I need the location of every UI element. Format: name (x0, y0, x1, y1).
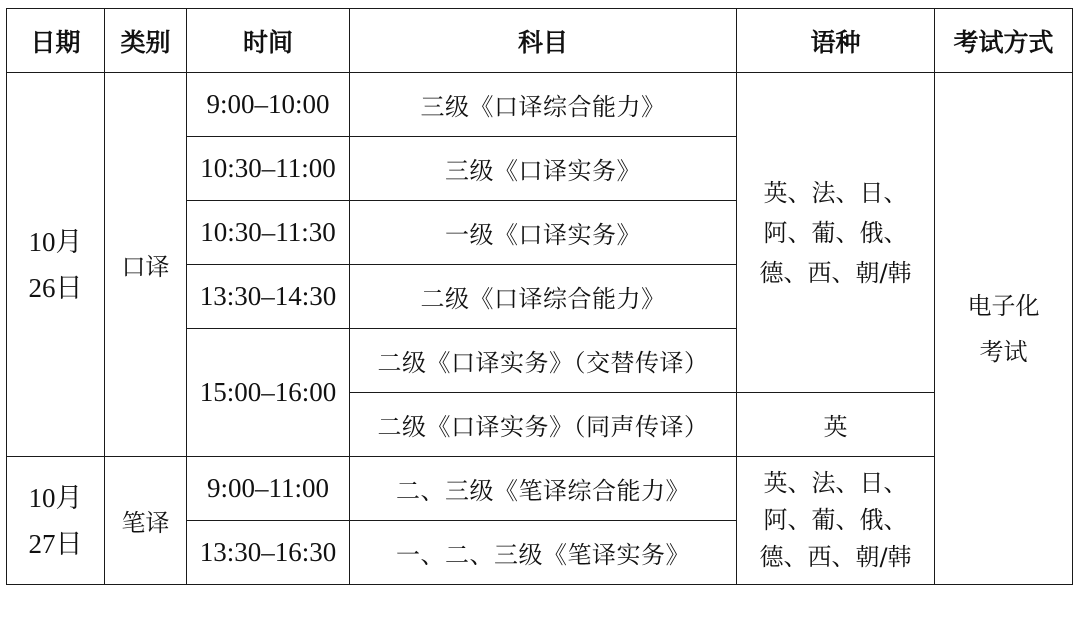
subject-cell: 二级《口译综合能力》 (350, 265, 737, 329)
written-languages-cell (737, 457, 935, 585)
time-cell: 15:00–16:00 (187, 329, 350, 457)
time-cell: 13:30–14:30 (187, 265, 350, 329)
written-languages-line-2: 阿、葡、俄、 (763, 506, 908, 534)
header-row (7, 9, 1073, 73)
table-row (7, 457, 1073, 521)
header-time: 时间 (187, 9, 350, 73)
mode-line-2: 考试 (979, 337, 1028, 366)
subject-cell: 一、二、三级《笔译实务》 (350, 521, 737, 585)
time-cell: 10:30–11:30 (187, 201, 350, 265)
oral-category-cell: 口译 (105, 73, 187, 457)
subject-cell: 三级《口译实务》 (350, 137, 737, 201)
mode-cell (935, 73, 1073, 585)
header-date: 日期 (7, 9, 105, 73)
subject-cell: 三级《口译综合能力》 (350, 73, 737, 137)
written-date-day: 27日 (28, 528, 83, 559)
header-language: 语种 (737, 9, 935, 73)
oral-date-day: 26日 (28, 272, 83, 303)
written-date-month: 10月 (28, 482, 83, 513)
oral-languages-line-2: 阿、葡、俄、 (763, 218, 908, 247)
written-category-cell: 笔译 (105, 457, 187, 585)
time-cell: 13:30–16:30 (187, 521, 350, 585)
subject-cell: 二、三级《笔译综合能力》 (350, 457, 737, 521)
simultaneous-language-cell: 英 (737, 393, 935, 457)
subject-cell: 一级《口译实务》 (350, 201, 737, 265)
written-languages-line-3: 德、西、朝/韩 (759, 543, 912, 571)
subject-cell: 二级《口译实务》（同声传译） (350, 393, 737, 457)
written-languages-line-1: 英、法、日、 (763, 469, 908, 497)
oral-languages-line-3: 德、西、朝/韩 (759, 258, 912, 287)
header-mode: 考试方式 (935, 9, 1073, 73)
written-date-cell (7, 457, 105, 585)
time-cell: 9:00–10:00 (187, 73, 350, 137)
subject-cell: 二级《口译实务》（交替传译） (350, 329, 737, 393)
table-row (7, 73, 1073, 137)
time-cell: 9:00–11:00 (187, 457, 350, 521)
header-subject: 科目 (350, 9, 737, 73)
oral-languages-line-1: 英、法、日、 (763, 178, 908, 207)
oral-date-cell (7, 73, 105, 457)
time-cell: 10:30–11:00 (187, 137, 350, 201)
oral-languages-cell (737, 73, 935, 393)
mode-line-1: 电子化 (967, 291, 1040, 320)
header-category: 类别 (105, 9, 187, 73)
oral-date-month: 10月 (28, 226, 83, 257)
exam-schedule-table (6, 8, 1073, 585)
